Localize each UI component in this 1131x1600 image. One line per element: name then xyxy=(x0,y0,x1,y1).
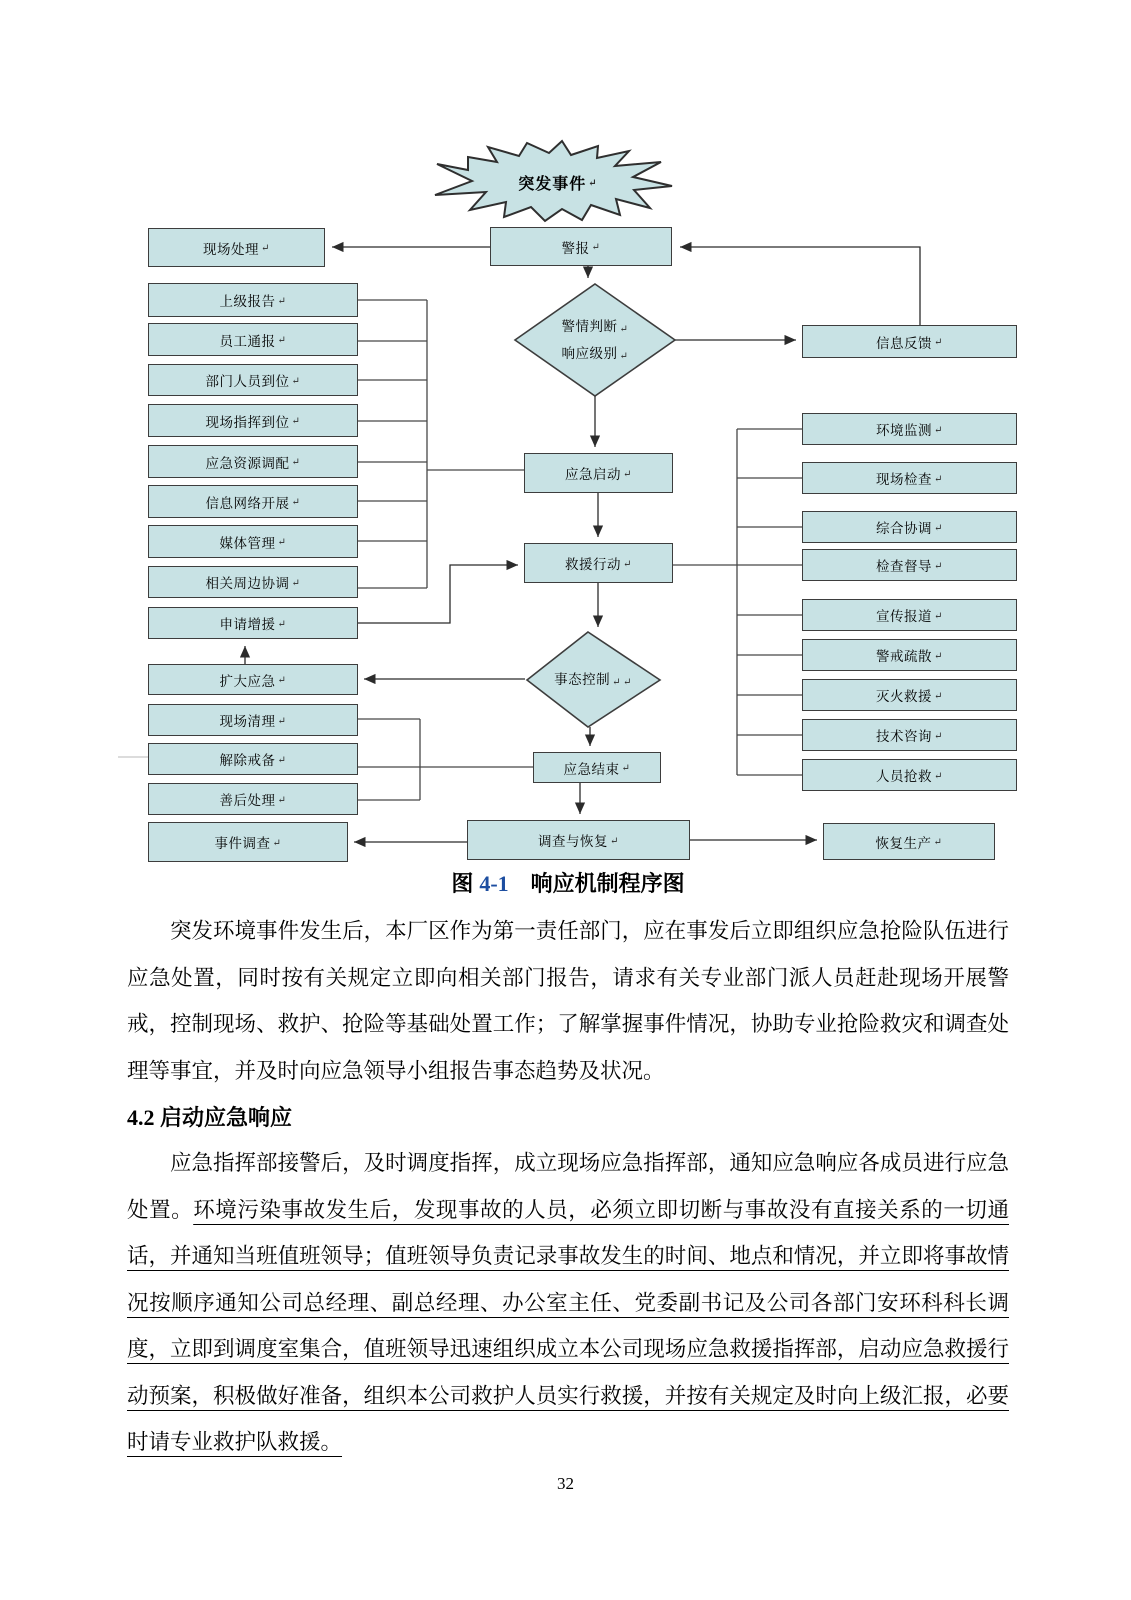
node-scene-handling xyxy=(148,228,325,267)
node-rescue-action xyxy=(524,543,673,583)
return-mark: ↵ xyxy=(291,577,301,589)
return-mark: ↵ xyxy=(277,675,287,686)
node-label: 环境监测 xyxy=(876,423,933,438)
node-label: 上级报告 xyxy=(219,294,276,309)
return-mark: ↵ xyxy=(272,837,282,849)
return-mark: ↵ xyxy=(588,177,598,189)
node-personnel-rescue xyxy=(802,759,1017,791)
node-label: 应急启动 xyxy=(565,467,622,482)
caption-title: 响应机制程序图 xyxy=(530,871,685,896)
node-label: 信息网络开展 xyxy=(205,495,290,511)
return-mark: ↵ xyxy=(612,676,621,688)
return-mark: ↵ xyxy=(277,794,287,806)
paragraph-2-underlined: 环境污染事故发生后，发现事故的人员，必须立即切断与事故没有直接关系的一切通话，并通知当班值班领导；值班领导负责记录事故发生的时间、地点和情况，并立即将事故情况按顺序通知公司总经理、副总经理、办公室主任、党委副书记及公司各部门安环科科长调度，立即到调度室集合，值班领导迅速组织成立本公司现场应急救援指挥部，启动应急救援行动预案，积极做好准备，组织本公司救护人员实行救援，并按有关规定及时向上级汇报，必要时请专业救护队救援。 xyxy=(127,1197,1009,1454)
node-alert-judgment-diamond xyxy=(520,305,670,377)
node-label: 响应级别 xyxy=(561,346,618,361)
paragraph-2-plain: 应急指挥部接警后，及时调度指挥，成立现场应急指挥部，通知应急响应各成员进行应急处置。 xyxy=(127,1151,1009,1222)
return-mark: ↵ xyxy=(277,618,287,630)
caption-number: 4-1 xyxy=(479,871,509,896)
return-mark: ↵ xyxy=(619,324,629,335)
caption-figure-word: 图 xyxy=(451,871,474,896)
node-label: 信息反馈 xyxy=(876,335,933,351)
node-label: 警戒疏散 xyxy=(876,649,933,664)
node-label: 现场清理 xyxy=(219,714,276,729)
node-info-feedback xyxy=(802,325,1017,358)
return-mark: ↵ xyxy=(623,676,632,688)
node-label: 人员抢救 xyxy=(876,769,933,784)
node-situation-control-diamond xyxy=(518,666,668,694)
node-department-personnel-in-place xyxy=(148,364,358,396)
node-label: 事件调查 xyxy=(214,836,271,851)
return-mark: ↵ xyxy=(934,522,943,534)
node-label: 警报 xyxy=(561,240,590,256)
paragraph-2 xyxy=(127,1140,1009,1466)
node-inspection-supervision xyxy=(802,549,1017,581)
page-text xyxy=(127,866,1009,1466)
page-number: 32 xyxy=(557,1474,574,1493)
node-production-recovery xyxy=(823,823,995,860)
return-mark: ↵ xyxy=(934,560,943,572)
return-mark: ↵ xyxy=(291,457,301,468)
node-label: 申请增援 xyxy=(219,617,276,632)
node-incident-investigation xyxy=(148,822,348,862)
node-label: 调查与恢复 xyxy=(538,834,609,849)
node-label: 宣传报道 xyxy=(876,609,933,624)
node-label: 综合协调 xyxy=(876,521,933,536)
node-label: 应急资源调配 xyxy=(205,455,290,471)
return-mark: ↵ xyxy=(934,690,943,702)
node-label: 解除戒备 xyxy=(219,753,276,768)
return-mark: ↵ xyxy=(934,424,943,436)
node-label: 部门人员到位 xyxy=(205,374,290,389)
node-label: 现场指挥到位 xyxy=(205,414,290,430)
return-mark: ↵ xyxy=(277,754,287,766)
node-cordon-evacuation xyxy=(802,639,1017,671)
figure-caption xyxy=(127,866,1009,902)
node-info-network-launch xyxy=(148,485,358,518)
return-mark: ↵ xyxy=(934,770,943,782)
node-emergency-end xyxy=(533,752,661,783)
node-label: 员工通报 xyxy=(219,333,276,349)
node-label: 媒体管理 xyxy=(219,535,276,551)
node-label: 现场检查 xyxy=(876,472,933,487)
node-surrounding-coordination xyxy=(148,566,358,598)
node-alarm xyxy=(490,227,672,266)
node-environment-monitoring xyxy=(802,413,1017,445)
node-firefighting-rescue xyxy=(802,679,1017,711)
node-label: 扩大应急 xyxy=(219,673,276,689)
node-site-cleanup xyxy=(148,704,358,736)
node-superior-report xyxy=(148,283,358,317)
node-label: 相关周边协调 xyxy=(205,576,290,591)
return-mark: ↵ xyxy=(933,837,943,848)
node-label: 技术咨询 xyxy=(876,729,933,744)
node-label: 应急结束 xyxy=(563,761,620,777)
return-mark: ↵ xyxy=(623,468,632,480)
node-staff-notification xyxy=(148,323,358,356)
return-mark: ↵ xyxy=(261,243,270,254)
return-mark: ↵ xyxy=(277,295,287,307)
node-label: 恢复生产 xyxy=(875,835,932,851)
return-mark: ↵ xyxy=(934,473,943,485)
return-mark: ↵ xyxy=(291,375,301,387)
node-site-command-in-place xyxy=(148,404,358,437)
burst-text: 突发事件 xyxy=(518,175,587,193)
node-label: 警情判断 xyxy=(561,319,618,334)
node-technical-consultation xyxy=(802,719,1017,751)
node-label: 灭火救援 xyxy=(876,689,933,704)
node-investigation-recovery xyxy=(467,820,690,860)
paragraph-1: 突发环境事件发生后，本厂区作为第一责任部门，应在事发后立即组织应急抢险队伍进行应急处置，同时按有关规定立即向相关部门报告，请求有关专业部门派人员赶赴现场开展警戒，控制现场、救护、抢险等基础处置工作；了解掌握事件情况，协助专业抢险救灾和调查处理等事宜，并及时向应急领导小组报告事态趋势及状况。 xyxy=(127,919,1009,1083)
return-mark: ↵ xyxy=(623,558,632,570)
return-mark: ↵ xyxy=(291,497,301,508)
node-label: 善后处理 xyxy=(219,793,276,808)
node-site-inspection xyxy=(802,462,1017,494)
node-label: 检查督导 xyxy=(876,559,933,574)
node-label: 现场处理 xyxy=(203,241,260,257)
return-mark: ↵ xyxy=(934,650,943,662)
return-mark: ↵ xyxy=(277,537,287,548)
node-expand-emergency xyxy=(148,664,358,695)
return-mark: ↵ xyxy=(934,337,943,348)
node-label: 事态控制 xyxy=(554,671,611,687)
node-emergency-resource-allocation xyxy=(148,445,358,478)
return-mark: ↵ xyxy=(934,730,943,742)
node-publicity-report xyxy=(802,599,1017,631)
return-mark: ↵ xyxy=(591,242,601,253)
return-mark: ↵ xyxy=(277,335,287,346)
node-media-management xyxy=(148,525,358,558)
node-lift-alert xyxy=(148,743,358,775)
node-emergency-start xyxy=(524,453,673,493)
node-label: 救援行动 xyxy=(565,557,622,572)
node-comprehensive-coordination xyxy=(802,511,1017,543)
section-heading-4-2: 4.2 启动应急响应 xyxy=(127,1105,293,1130)
return-mark: ↵ xyxy=(934,610,943,622)
node-aftermath-handling xyxy=(148,783,358,815)
return-mark: ↵ xyxy=(621,763,631,774)
burst-label xyxy=(493,167,623,197)
return-mark: ↵ xyxy=(291,416,301,427)
return-mark: ↵ xyxy=(610,835,619,847)
node-request-reinforcement xyxy=(148,607,358,639)
return-mark: ↵ xyxy=(619,351,629,362)
return-mark: ↵ xyxy=(277,715,287,727)
